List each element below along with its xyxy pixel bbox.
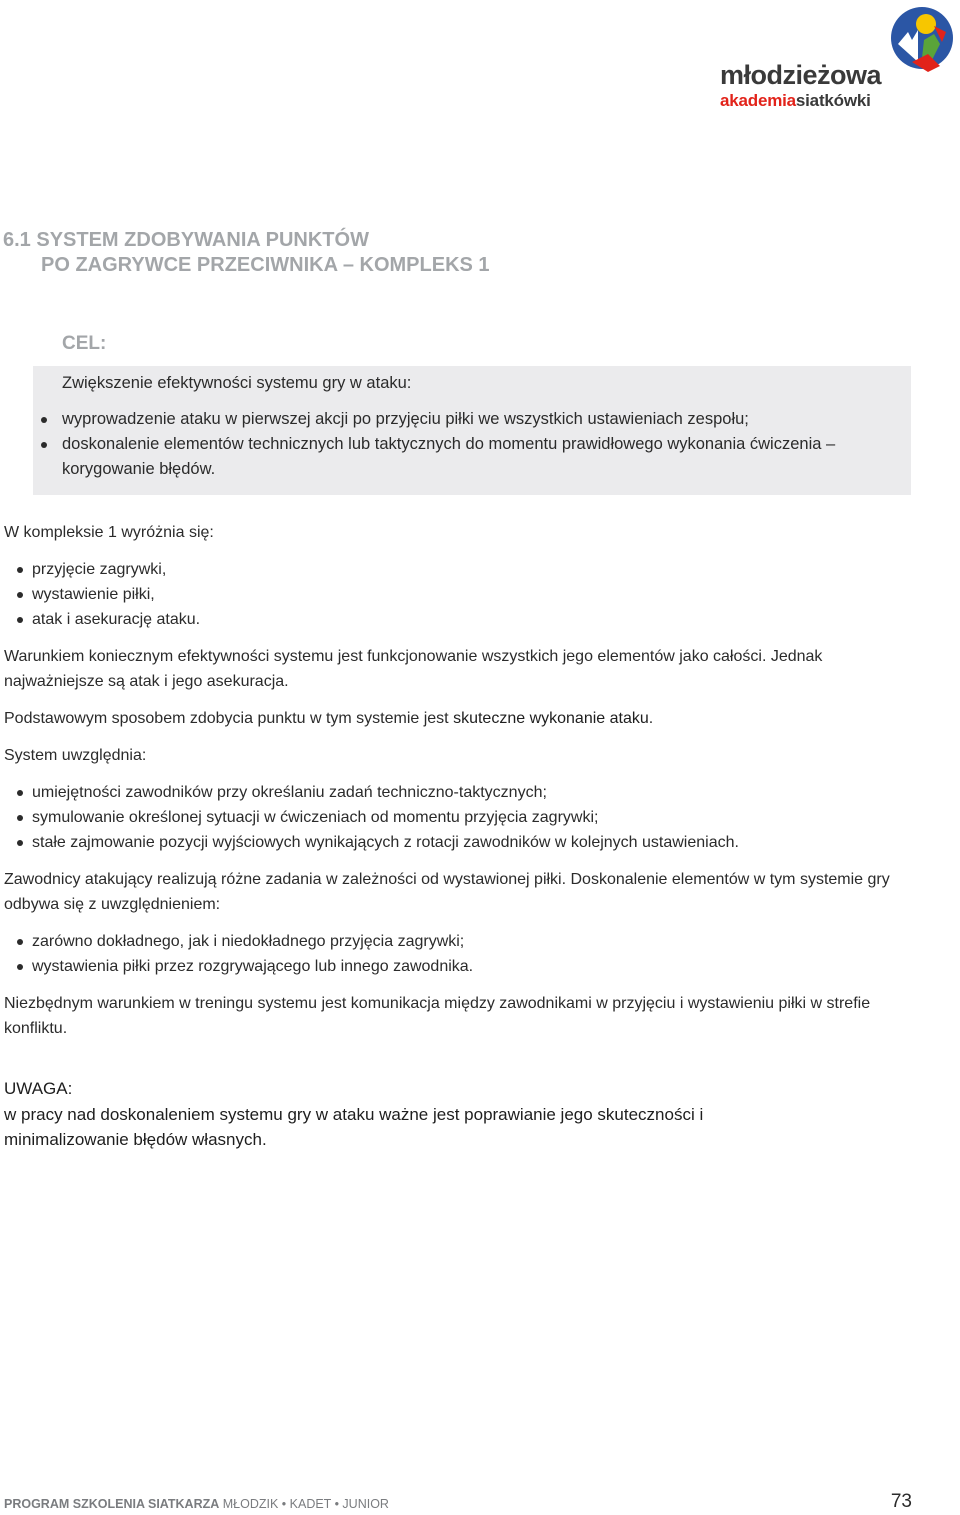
- bullet-icon: [17, 939, 23, 945]
- goal-label: CEL:: [62, 333, 107, 354]
- footer-program: PROGRAM SZKOLENIA SIATKARZA: [4, 1497, 220, 1511]
- bullet-icon: [17, 592, 23, 598]
- paragraph-method: [4, 706, 914, 731]
- list-item-text: przyjęcie zagrywki,: [32, 561, 167, 578]
- footer-levels: MŁODZIK • KADET • JUNIOR: [222, 1497, 389, 1511]
- kompleks-intro: W kompleksie 1 wyróżnia się:: [4, 524, 214, 541]
- logo-word-2a: akademia: [720, 91, 796, 110]
- attackers-list: [4, 929, 914, 979]
- list-item-text: zarówno dokładnego, jak i niedokładnego przyjęcia zagrywki;: [32, 933, 465, 950]
- bullet-icon: [41, 417, 47, 423]
- goal-item-text: wyprowadzenie ataku w pierwszej akcji po przyjęciu piłki we wszystkich ustawieniach zespołu;: [62, 410, 749, 428]
- bullet-icon: [17, 840, 23, 846]
- logo-word-2b: siatkówki: [795, 91, 871, 110]
- list-item: [4, 954, 914, 979]
- kompleks-list: [4, 557, 914, 632]
- section-title: [3, 228, 490, 278]
- note-text: w pracy nad doskonaleniem systemu gry w ataku ważne jest poprawianie jego skuteczności i minimalizowanie błędów własnych.: [4, 1105, 704, 1149]
- goal-list: [33, 407, 893, 482]
- list-item-text: umiejętności zawodników przy określaniu zadań techniczno-taktycznych;: [32, 784, 547, 801]
- goal-item-text: doskonalenie elementów technicznych lub taktycznych do momentu prawidłowego wykonania ćwiczenia – korygowanie błędów.: [62, 435, 836, 478]
- list-item-text: wystawienie piłki,: [32, 586, 155, 603]
- page-number: 73: [890, 1491, 912, 1512]
- footer: [4, 1497, 389, 1511]
- list-item-text: symulowanie określonej sytuacji w ćwiczeniach od momentu przyjęcia zagrywki;: [32, 809, 599, 826]
- bullet-icon: [17, 567, 23, 573]
- list-item: [4, 607, 914, 632]
- note-label: UWAGA:: [4, 1079, 73, 1098]
- method-text: Podstawowym sposobem zdobycia punktu w tym systemie jest: [4, 710, 454, 727]
- goal-list-item: [33, 407, 893, 432]
- bullet-icon: [17, 815, 23, 821]
- logo-hands-icon: [888, 4, 954, 74]
- list-item: [4, 582, 914, 607]
- logo-word-2: [720, 92, 871, 109]
- list-item: [4, 805, 914, 830]
- method-end: .: [648, 710, 654, 727]
- method-emphasis: skuteczne wykonanie ataku: [453, 710, 649, 727]
- bullet-icon: [41, 442, 47, 448]
- list-item: [4, 557, 914, 582]
- section-title-line-2: PO ZAGRYWCE PRZECIWNIKA – KOMPLEKS 1: [41, 254, 490, 276]
- goal-list-item: [33, 432, 893, 482]
- goal-intro: Zwiększenie efektywności systemu gry w ataku:: [62, 374, 412, 392]
- logo-word-1: młodzieżowa: [720, 60, 882, 90]
- list-item: [4, 830, 914, 855]
- list-item: [4, 780, 914, 805]
- list-item-text: wystawienia piłki przez rozgrywającego lub innego zawodnika.: [32, 958, 474, 975]
- bullet-icon: [17, 964, 23, 970]
- goal-box: [33, 366, 911, 495]
- list-item-text: atak i asekurację ataku.: [32, 611, 201, 628]
- list-item-text: stałe zajmowanie pozycji wyjściowych wynikających z rotacji zawodników w kolejnych ustawieniach.: [32, 834, 739, 851]
- paragraph-communication: Niezbędnym warunkiem w treningu systemu jest komunikacja między zawodnikami w przyjęciu i wystawieniu piłki w strefie konfliktu.: [4, 995, 871, 1037]
- paragraph-condition: Warunkiem koniecznym efektywności systemu jest funkcjonowanie wszystkich jego elementów jako całości. Jednak najważniejsze są atak i jego asekuracja.: [4, 648, 823, 690]
- section-title-line-1: 6.1 SYSTEM ZDOBYWANIA PUNKTÓW: [3, 229, 369, 251]
- system-list: [4, 780, 914, 855]
- system-intro: System uwzględnia:: [4, 747, 147, 764]
- bullet-icon: [17, 617, 23, 623]
- list-item: [4, 929, 914, 954]
- bullet-icon: [17, 790, 23, 796]
- logo: [712, 4, 958, 114]
- paragraph-attackers: Zawodnicy atakujący realizują różne zadania w zależności od wystawionej piłki. Doskonalenie elementów w tym systemie gry odbywa się z uwzględnieniem:: [4, 871, 890, 913]
